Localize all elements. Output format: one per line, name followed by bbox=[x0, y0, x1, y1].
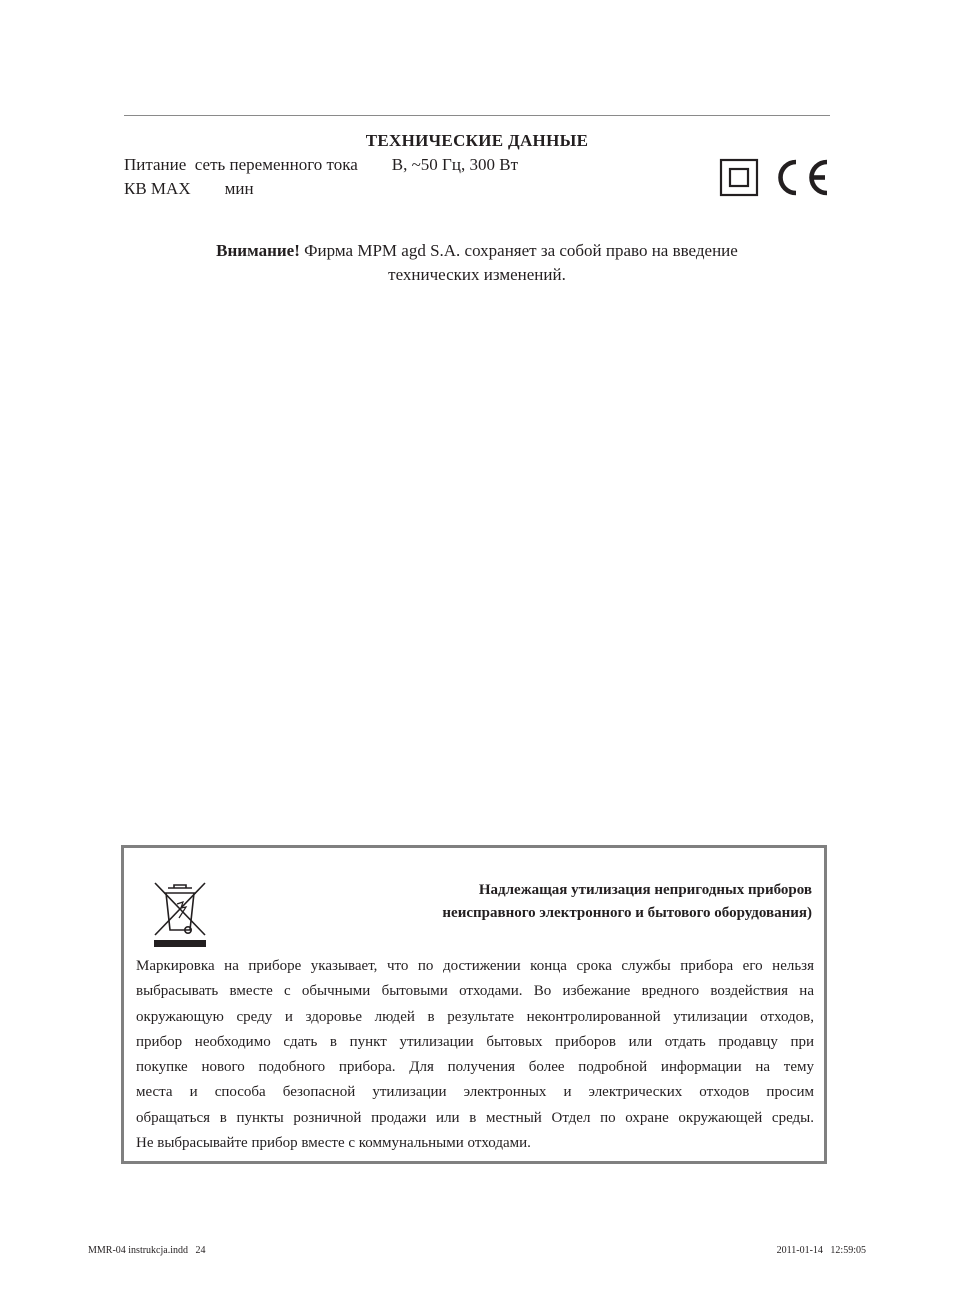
footer-timestamp: 2011-01-14 12:59:05 bbox=[776, 1245, 866, 1256]
section-title: ТЕХНИЧЕСКИЕ ДАННЫЕ bbox=[365, 131, 589, 150]
notice-text-cont: технических изменений. bbox=[388, 265, 566, 284]
disposal-heading-line1: Надлежащая утилизация непригодных приборов bbox=[478, 882, 812, 898]
body-line: Маркировка на приборе указывает, что по достижении конца срока службы прибора его нельзя bbox=[136, 958, 814, 974]
ce-mark-icon bbox=[781, 162, 828, 193]
crossed-out-wheelie-bin-icon bbox=[152, 880, 208, 950]
body-line: окружающую среду и здоровье людей в результате неконтролированной утилизации отходов, bbox=[136, 1008, 814, 1025]
footer-file-info: MMR-04 instrukcja.indd 24 bbox=[88, 1245, 206, 1256]
body-line: места и способа безопасной утилизации электронных и электрических отходов просим bbox=[136, 1084, 814, 1101]
body-line: прибор необходимо сдать в пункт утилизации бытовых приборов или отдать продавцу при bbox=[136, 1033, 814, 1050]
notice-text: Фирма MPM agd S.A. сохраняет за собой право на введение bbox=[299, 241, 738, 260]
spec-power-line: Питание сеть переменного тока В, ~50 Гц, 300 Вт bbox=[124, 155, 518, 174]
top-divider bbox=[124, 115, 830, 116]
double-insulation-class-ii-icon bbox=[721, 160, 757, 195]
body-line: обращаться в пункты розничной продажи или в местный Отдел по охране окружающей среды. bbox=[136, 1109, 814, 1126]
disposal-info-box bbox=[121, 845, 827, 1164]
spec-microwave-line: КВ MAX мин bbox=[124, 179, 254, 198]
body-line: выбрасывать вместе с обычными бытовыми отходами. Во избежание вредного воздействия на bbox=[136, 983, 814, 1000]
notice-paragraph bbox=[124, 239, 830, 287]
body-line: Не выбрасывайте прибор вместе с коммунальными отходами. bbox=[136, 1135, 531, 1152]
disposal-body bbox=[136, 954, 814, 1156]
certification-marks bbox=[719, 157, 831, 197]
notice-label: Внимание! bbox=[216, 241, 300, 260]
disposal-heading bbox=[252, 879, 812, 925]
disposal-heading-line2: неисправного электронного и бытового оборудования) bbox=[442, 905, 812, 921]
body-line: покупке нового подобного прибора. Для получения более подробной информации на тему bbox=[136, 1059, 814, 1076]
